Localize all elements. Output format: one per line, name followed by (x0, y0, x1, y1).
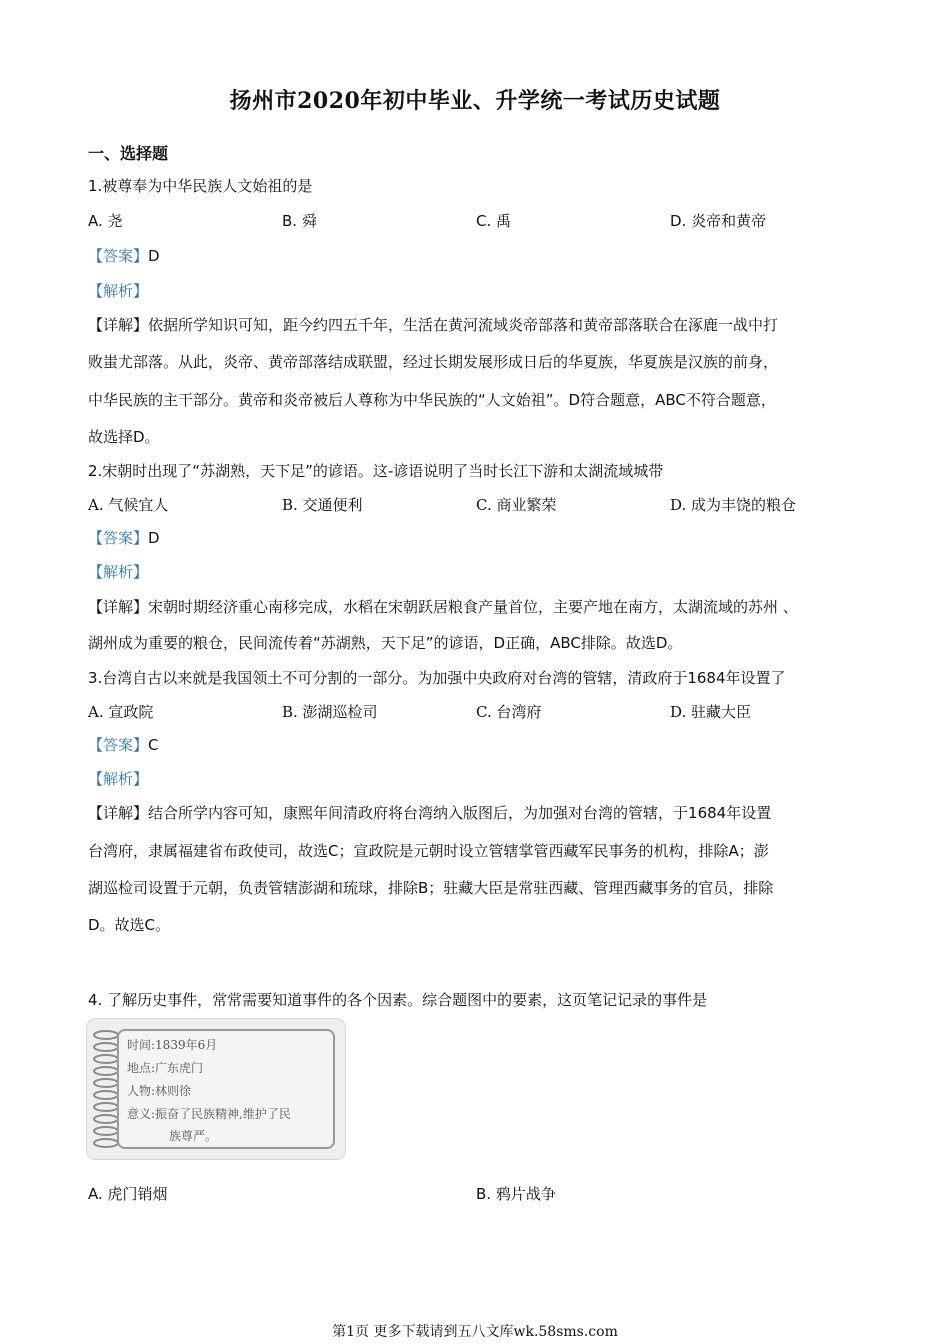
note-significance: 意义:振奋了民族精神,维护了民 (127, 1107, 291, 1121)
answer-value: D (148, 247, 160, 265)
q1-analysis-tag: 【解析】 (88, 282, 149, 300)
q2-option-b: B. 交通便利 (282, 496, 363, 514)
q3-analysis-tag: 【解析】 (88, 770, 149, 788)
q3-detail-line-2: 台湾府，隶属福建省布政使司，故选C；宣政院是元朝时设立管辖掌管西藏军民事务的机构，排除A；澎 (88, 842, 769, 860)
q1-option-b: B. 舜 (282, 212, 317, 230)
q3-option-c: C. 台湾府 (476, 703, 542, 721)
q2-answer (88, 527, 160, 549)
question-2-stem: 2.宋朝时出现了“苏湖熟，天下足”的谚语。这-谚语说明了当时长江下游和太湖流域城带 (88, 462, 664, 480)
q1-detail-line-1 (88, 314, 778, 336)
note-place: 地点:广东虎门 (127, 1061, 204, 1075)
q2-detail-line-2: 湖州成为重要的粮仓，民间流传着“苏湖熟，天下足”的谚语，D正确，ABC排除。故选D。 (88, 634, 683, 652)
page-footer: 第1页 更多下载请到五八文库wk.58sms.com (332, 1324, 618, 1340)
q4-option-a: A. 虎门销烟 (88, 1185, 168, 1203)
detail-tag: 【详解】 (88, 804, 149, 822)
q3-detail-line-4: D。故选C。 (88, 916, 171, 934)
q3-option-b: B. 澎湖巡检司 (282, 703, 378, 721)
section-heading: 一、选择题 (88, 144, 169, 163)
q1-option-d: D. 炎帝和黄帝 (670, 212, 767, 230)
detail-text: 结合所学内容可知，康熙年间清政府将台湾纳入版图后，为加强对台湾的管辖，于1684年设置 (148, 804, 772, 822)
q1-answer (88, 245, 160, 267)
detail-text: 宋朝时期经济重心南移完成，水稻在宋朝跃居粮食产量首位，主要产地在南方，太湖流域的苏州 、 (148, 598, 798, 616)
q1-option-c: C. 禹 (476, 212, 512, 230)
note-significance-cont: 族尊严。 (169, 1129, 218, 1143)
answer-value: D (148, 529, 160, 547)
answer-tag: 【答案】 (88, 736, 149, 754)
q1-detail-line-3: 中华民族的主干部分。黄帝和炎帝被后人尊称为中华民族的“人文始祖”。D符合题意，ABC不符合题意， (88, 391, 776, 409)
question-3-stem: 3.台湾自古以来就是我国领土不可分割的一部分。为加强中央政府对台湾的管辖，清政府于1684年设置了 (88, 669, 786, 687)
question-1-stem: 1.被尊奉为中华民族人文始祖的是 (88, 177, 313, 195)
q2-option-a: A. 气候宜人 (88, 496, 169, 514)
q1-option-a: A. 尧 (88, 212, 123, 230)
q3-answer (88, 734, 159, 756)
note-person: 人物:林则徐 (127, 1084, 192, 1098)
q2-option-d: D. 成为丰饶的粮仓 (670, 496, 797, 514)
answer-value: C (148, 736, 159, 754)
answer-tag: 【答案】 (88, 247, 149, 265)
q3-option-d: D. 驻藏大臣 (670, 703, 752, 721)
q1-detail-line-2: 败蚩尤部落。从此，炎帝、黄帝部落结成联盟，经过长期发展形成日后的华夏族，华夏族是汉族的前身， (88, 353, 779, 371)
answer-tag: 【答案】 (88, 529, 149, 547)
detail-tag: 【详解】 (88, 316, 149, 334)
page-title: 扬州市2020年初中毕业、升学统一考试历史试题 (229, 88, 721, 114)
q2-option-c: C. 商业繁荣 (476, 496, 557, 514)
q4-option-b: B. 鸦片战争 (476, 1185, 556, 1203)
q1-detail-line-4: 故选择D。 (88, 428, 160, 446)
note-time: 时间:1839年6月 (127, 1038, 218, 1052)
question-4-stem: 4. 了解历史事件，常常需要知道事件的各个因素。综合题图中的要素，这页笔记记录的事件是 (88, 991, 708, 1009)
detail-tag: 【详解】 (88, 598, 149, 616)
q3-option-a: A. 宣政院 (88, 703, 154, 721)
q2-detail-line-1 (88, 596, 798, 618)
notebook-figure (86, 1018, 346, 1160)
q2-analysis-tag: 【解析】 (88, 563, 149, 581)
detail-text: 依据所学知识可知，距今约四五千年，生活在黄河流域炎帝部落和黄帝部落联合在涿鹿一战中打 (148, 316, 779, 334)
q3-detail-line-3: 湖巡检司设置于元朝，负责管辖澎湖和琉球，排除B；驻藏大臣是常驻西藏、管理西藏事务的官员，排除 (88, 879, 774, 897)
q3-detail-line-1 (88, 802, 771, 824)
